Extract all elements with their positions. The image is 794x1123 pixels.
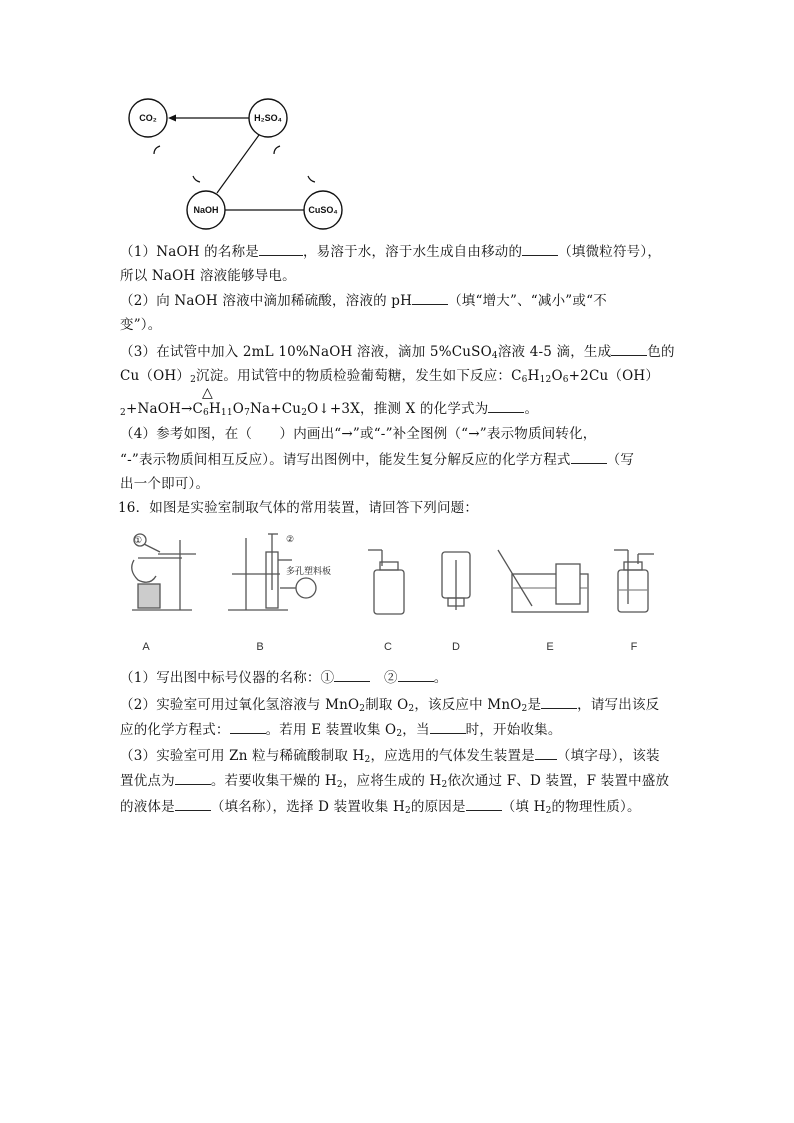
arrowhead-co2 bbox=[168, 115, 176, 122]
apparatus-figure bbox=[120, 530, 680, 660]
marker-1: ① bbox=[134, 535, 143, 545]
answer-blank[interactable] bbox=[535, 745, 557, 760]
answer-blank[interactable] bbox=[175, 770, 211, 785]
q16-line-5: 置优点为 。若要收集干燥的 $H_2$，应将生成的 $H_2$依次通过 F、D 装置，F 装置中盛放 bbox=[120, 770, 669, 795]
node-naoh-label: NaOH bbox=[193, 205, 219, 215]
plate-label: 多孔塑料板 bbox=[286, 566, 332, 576]
q16-line-6: 的液体是 （填名称），选择 D 装置收集 $H_2$的原因是 （填 $H_2$的物理性质）。 bbox=[120, 796, 641, 821]
relation-diagram bbox=[120, 92, 360, 232]
answer-blank[interactable] bbox=[611, 341, 647, 356]
q15-line-10: 出一个即可）。 bbox=[120, 476, 210, 492]
answer-blank[interactable] bbox=[571, 449, 607, 464]
apparatus-c bbox=[368, 550, 404, 614]
label-f: F bbox=[630, 641, 638, 653]
blank-paren-3 bbox=[193, 176, 200, 182]
q15-line-2: 所以 NaOH 溶液能够导电。 bbox=[120, 268, 296, 284]
label-b: B bbox=[256, 641, 264, 653]
blank-paren-4 bbox=[308, 176, 315, 182]
q15-line-7: $_2+NaOH\to C_6H_{11}O_7Na+Cu_2O↓+3X$，推测 X 的化学式为 。 bbox=[120, 398, 538, 423]
reaction-arrow: → bbox=[180, 401, 193, 417]
node-h2so4 bbox=[249, 99, 287, 137]
q16-line-3: 应的化学方程式： 。若用 E 装置收集 $O_2$，当 时，开始收集。 bbox=[120, 719, 562, 744]
apparatus-d bbox=[442, 552, 470, 610]
q15-line-8: （4）参考如图，在（ ）内画出“→”或“-”补全图例（“→”表示物质间转化， bbox=[120, 426, 597, 442]
node-co2 bbox=[129, 99, 167, 137]
label-e: E bbox=[546, 641, 554, 653]
label-d: D bbox=[452, 641, 460, 653]
q16-line-2: （2）实验室可用过氧化氢溶液与 MnO$_2$制取 $O_2$，该反应中 MnO$_2$是 ，请写出该反 bbox=[120, 694, 659, 719]
answer-blank[interactable] bbox=[522, 241, 558, 256]
blank-paren-1 bbox=[154, 146, 160, 154]
node-cuso4-label: CuSO₄ bbox=[308, 205, 338, 215]
answer-blank[interactable] bbox=[230, 719, 266, 734]
answer-blank[interactable] bbox=[541, 694, 577, 709]
q15-line-5: （3）在试管中加入 2mL 10%NaOH 溶液，滴加 5%CuSO$_4$溶液 4-5 滴，生成 色的 bbox=[120, 341, 675, 366]
q15-line-9: “-”表示物质间相互反应）。请写出图例中，能发生复分解反应的化学方程式 （写 bbox=[120, 449, 634, 470]
q15-line-3: （2）向 NaOH 溶液中滴加稀硫酸，溶液的 pH （填“增大”、“减小”或“不 bbox=[120, 290, 607, 311]
node-co2-label: CO₂ bbox=[139, 113, 157, 123]
node-naoh bbox=[187, 191, 225, 229]
answer-blank[interactable] bbox=[398, 667, 434, 682]
apparatus-f bbox=[614, 550, 654, 612]
q15-line-1: （1）NaOH 的名称是 ，易溶于水，溶于水生成自由移动的 （填微粒符号）， bbox=[120, 241, 661, 262]
answer-blank[interactable] bbox=[430, 719, 466, 734]
apparatus-a bbox=[132, 534, 196, 610]
label-c: C bbox=[384, 641, 392, 653]
node-h2so4-label: H₂SO₄ bbox=[254, 113, 282, 123]
q15-line-4: 变”）。 bbox=[120, 317, 162, 333]
answer-blank[interactable] bbox=[259, 241, 303, 256]
heat-symbol: △ bbox=[202, 385, 213, 401]
blank-paren-2 bbox=[274, 146, 280, 154]
line-h2so4-naoh bbox=[217, 135, 259, 193]
answer-blank[interactable] bbox=[466, 796, 502, 811]
q15-line-6: $Cu(OH)_2$沉淀。用试管中的物质检验葡萄糖，发生如下反应：$C_6H_{12}O_6+2Cu(OH)$ bbox=[120, 368, 660, 385]
answer-blank[interactable] bbox=[412, 290, 448, 305]
q16-title: 16．如图是实验室制取气体的常用装置，请回答下列问题： bbox=[118, 500, 479, 516]
marker-2: ② bbox=[286, 534, 295, 544]
answer-blank[interactable] bbox=[488, 398, 524, 413]
answer-blank[interactable] bbox=[334, 667, 370, 682]
node-cuso4 bbox=[304, 191, 342, 229]
answer-blank[interactable] bbox=[175, 796, 211, 811]
label-a: A bbox=[142, 641, 150, 653]
apparatus-e bbox=[498, 550, 588, 612]
q16-line-4: （3）实验室可用 Zn 粒与稀硫酸制取 $H_2$，应选用的气体发生装置是 （填字母），该装 bbox=[120, 745, 660, 770]
q16-line-1: （1）写出图中标号仪器的名称：① ② 。 bbox=[120, 667, 447, 688]
